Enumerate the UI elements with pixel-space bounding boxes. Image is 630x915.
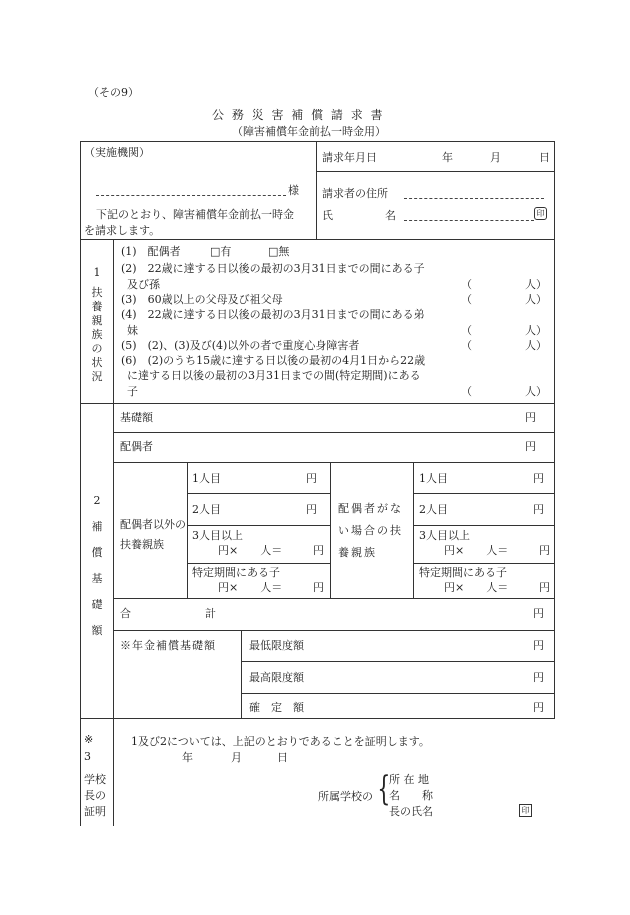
section1-heading-char: 養 (91, 300, 103, 313)
third-plus-label: 3人目以上 (192, 529, 243, 542)
section1-heading-char: 況 (91, 370, 103, 383)
item-specific: (6) (2)のうち15歳に達する日以後の最初の4月1日から22歳 (121, 354, 426, 367)
section3-mark: ※ (84, 733, 94, 746)
brace-icon: { (377, 769, 391, 809)
principal-seal-icon: 印 (519, 804, 532, 817)
yen-label: 円 (533, 472, 544, 485)
yen-label: 円 (306, 472, 317, 485)
dependents-text: 配偶者以外の扶養親族 (120, 518, 186, 551)
section2-heading (90, 488, 104, 644)
address-label: 請求者の住所 (322, 187, 388, 200)
person-unit: 人） (525, 339, 547, 352)
first-person-label: 1人目 (192, 472, 221, 485)
request-text-1: 下記のとおり、障害補償年金前払一時金 (96, 208, 294, 221)
item-specific-cont: に達する日以後の最初の3月31日までの間(特定期間)にある (127, 369, 421, 382)
section1-heading-char: 親 (91, 314, 103, 327)
yen-label: 円 (533, 607, 544, 620)
calc-label: 円× 人＝ (444, 581, 509, 594)
first-person-label: 1人目 (419, 472, 448, 485)
yen-label: 円 (533, 701, 544, 714)
yen-label: 円 (306, 503, 317, 516)
second-person-label: 2人目 (192, 503, 221, 516)
agency-name-line[interactable] (96, 195, 286, 196)
yen-label: 円 (525, 440, 536, 453)
paren-open: （ (461, 293, 472, 306)
name-label-2: 名 (385, 209, 396, 222)
yen-label: 円 (533, 503, 544, 516)
cert-day: 日 (277, 751, 288, 764)
pension-base-label: ※年金補償基礎額 (120, 639, 216, 652)
total-label-1: 合 (120, 607, 131, 620)
no-spouse-label-3: 養親族 (338, 546, 377, 559)
cert-year: 年 (182, 751, 193, 764)
paren-open: （ (461, 339, 472, 352)
calc-label: 円× 人＝ (218, 581, 283, 594)
fixed-amount-label: 確 定 額 (249, 701, 304, 714)
address-field[interactable] (404, 198, 544, 199)
request-date-label: 請求年月日 (322, 151, 377, 164)
total-label-2: 計 (205, 607, 216, 620)
school-prefix-label: 所属学校の (318, 790, 373, 803)
yen-label: 円 (313, 544, 324, 557)
calc-label: 円× 人＝ (444, 544, 509, 557)
paren-open: （ (461, 278, 472, 291)
section2-heading-char: 補 (91, 520, 103, 533)
cert-month: 月 (231, 751, 242, 764)
section1-heading-char: 族 (91, 328, 103, 341)
date-day: 日 (539, 151, 550, 164)
name-field[interactable] (404, 220, 534, 221)
principal-name-label: 長の氏名 (389, 805, 433, 818)
section2-heading-char: 礎 (91, 598, 103, 611)
spouse-no-checkbox[interactable]: □無 (268, 245, 290, 258)
no-spouse-label-1: 配偶者がな (338, 502, 403, 515)
max-amount-label: 最高限度額 (249, 671, 304, 684)
section3-heading-1: 学校 (84, 773, 106, 786)
yen-label: 円 (539, 544, 550, 557)
form-title: 公 務 災 害 補 償 請 求 書 (212, 108, 385, 122)
item-siblings-cont: 妹 (127, 324, 138, 337)
section2-heading-char: 額 (91, 624, 103, 637)
yen-label: 円 (533, 671, 544, 684)
section1-heading-char: 1 (93, 266, 101, 279)
second-person-label: 2人目 (419, 503, 448, 516)
section2-heading-char: 2 (93, 494, 101, 507)
dependents-label (120, 515, 186, 555)
paren-open: （ (461, 324, 472, 337)
third-plus-label: 3人目以上 (419, 529, 470, 542)
yen-label: 円 (533, 639, 544, 652)
base-amount-label: 基礎額 (120, 411, 153, 424)
spouse-yes-checkbox[interactable]: □有 (210, 245, 232, 258)
min-amount-label: 最低限度額 (249, 639, 304, 652)
school-name-label: 名 称 (389, 789, 433, 802)
specific-child-label: 特定期間にある子 (192, 566, 280, 579)
request-text-2: を請求します。 (84, 224, 161, 237)
section1-heading (90, 266, 104, 384)
yen-label: 円 (525, 411, 536, 424)
certification-text: 1及び2については、上記のとおりであることを証明します。 (131, 735, 430, 748)
item-spouse: (1) 配偶者 (121, 245, 181, 258)
name-label-1: 氏 (322, 209, 333, 222)
section3-heading-2: 長の (84, 789, 106, 802)
sama-label: 様 (288, 184, 299, 197)
specific-child-label: 特定期間にある子 (419, 566, 507, 579)
section1-heading-char: 状 (91, 356, 103, 369)
seal-icon: 印 (534, 207, 547, 220)
date-month: 月 (490, 151, 501, 164)
person-unit: 人） (525, 324, 547, 337)
calc-label: 円× 人＝ (218, 544, 283, 557)
item-children: (2) 22歳に達する日以後の最初の3月31日までの間にある子 (121, 262, 425, 275)
yen-label: 円 (313, 581, 324, 594)
item-children-cont: 及び孫 (127, 278, 160, 291)
section2-heading-char: 基 (91, 572, 103, 585)
section1-heading-char: の (91, 342, 103, 355)
item-siblings: (4) 22歳に達する日以後の最初の3月31日までの間にある弟 (121, 308, 425, 321)
spouse-label: 配偶者 (120, 440, 153, 453)
section3-number: 3 (84, 750, 91, 763)
item-disabled: (5) (2)、(3)及び(4)以外の者で重度心身障害者 (121, 339, 360, 352)
no-spouse-label-2: い場合の扶 (338, 524, 403, 537)
school-location-label: 所 在 地 (389, 773, 429, 786)
section1-heading-char: 扶 (91, 286, 103, 299)
date-year: 年 (442, 151, 453, 164)
item-specific-cont2: 子 (127, 385, 138, 398)
item-parents: (3) 60歳以上の父母及び祖父母 (121, 293, 283, 306)
yen-label: 円 (539, 581, 550, 594)
person-unit: 人） (525, 385, 547, 398)
person-unit: 人） (525, 293, 547, 306)
agency-label: （実施機関） (84, 146, 150, 159)
form-subtitle: （障害補償年金前払一時金用） (232, 125, 386, 138)
paren-open: （ (461, 385, 472, 398)
form-number: （その9） (88, 86, 139, 99)
person-unit: 人） (525, 278, 547, 291)
section2-heading-char: 償 (91, 546, 103, 559)
section3-heading-3: 証明 (84, 805, 106, 818)
